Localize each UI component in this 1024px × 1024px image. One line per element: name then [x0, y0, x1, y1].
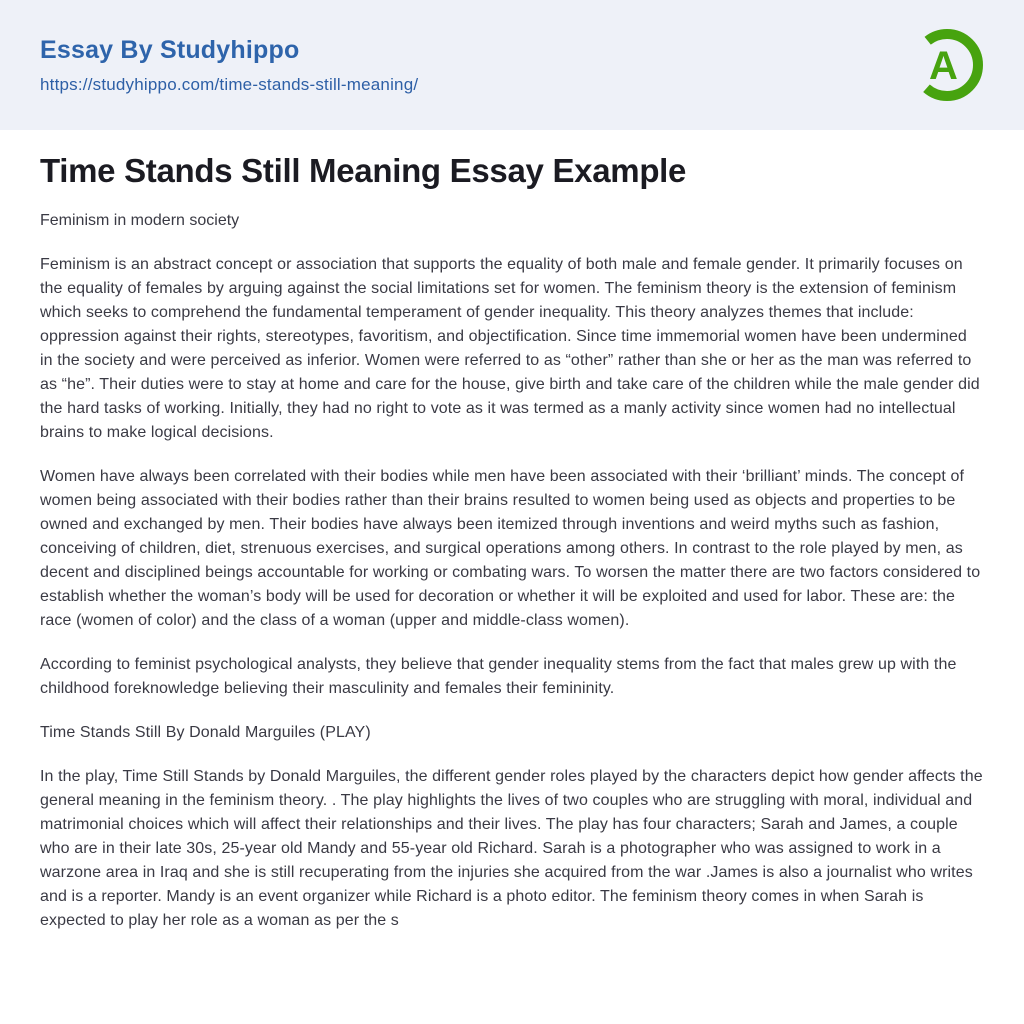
paragraph-psychological-analysts: According to feminist psychological analysts, they believe that gender inequality stems from the fact that males grew up with the childhood foreknowledge believing their masculinity and females their femininity.	[40, 655, 957, 697]
paragraph-play-summary: In the play, Time Still Stands by Donald Marguiles, the different gender roles played by the characters depict how gender affects the general meaning in the feminism theory. . The play highlights the lives of two couples who are struggling with moral, individual and matrimonial choices which will affect their relationships and their lives. The play has four characters; Sarah and James, a couple who are in their late 30s, 25-year old Mandy and 55-year old Richard. Sarah is a photographer who was assigned to work in a warzone area in Iraq and she is still recuperating from the injuries she acquired from the war .James is also a journalist who writes and is a reporter. Mandy is an event organizer while Richard is a photo editor. The feminism theory comes in when Sarah is expected to play her role as a woman as per the s	[40, 767, 983, 929]
article-source-link[interactable]: https://studyhippo.com/time-stands-still-meaning/	[40, 74, 419, 94]
paragraph-feminism-intro: Feminism is an abstract concept or association that supports the equality of both male and female gender. It primarily focuses on the equality of females by arguing against the social limitations set for women. The feminism theory is the extension of feminism which seeks to comprehend the fundamental temperament of gender inequality. This theory analyzes themes that include: oppression against their rights, stereotypes, favoritism, and objectification. Since time immemorial women have been undermined in the society and were perceived as inferior. Women were referred to as “other” rather than she or her as the man was referred to as “he”. Their duties were to stay at home and care for the house, give birth and take care of the children while the male gender did the hard tasks of working. Initially, they had no right to vote as it was termed as a manly activity since women had no intellectual brains to make logical decisions.	[40, 255, 980, 441]
article-subtitle: Feminism in modern society	[40, 211, 240, 229]
site-header-text	[40, 36, 418, 95]
paragraph-women-bodies: Women have always been correlated with their bodies while men have been associated with their ‘brilliant’ minds. The concept of women being associated with their bodies rather than their brains resulted to women being used as objects and properties to be owned and exchanged by men. Their bodies have always been itemized through inventions and weird myths such as fashion, conceiving of children, diet, strenuous exercises, and surgical operations among others. In contrast to the role played by men, as decent and disciplined beings accountable for working or combating wars. To worsen the matter there are two factors considered to establish whether the woman’s body will be used for decoration or whether it will be exploited and used for labor. These are: the race (women of color) and the class of a woman (upper and middle-class women).	[40, 467, 981, 629]
article-content	[0, 130, 1024, 993]
page-title: Time Stands Still Meaning Essay Example	[40, 152, 687, 189]
studyhippo-logo-icon	[906, 21, 984, 109]
site-title: Essay By Studyhippo	[40, 35, 300, 64]
logo-letter: A	[929, 44, 958, 88]
section-heading-play: Time Stands Still By Donald Marguiles (PLAY)	[40, 723, 371, 741]
site-header	[0, 0, 1024, 130]
